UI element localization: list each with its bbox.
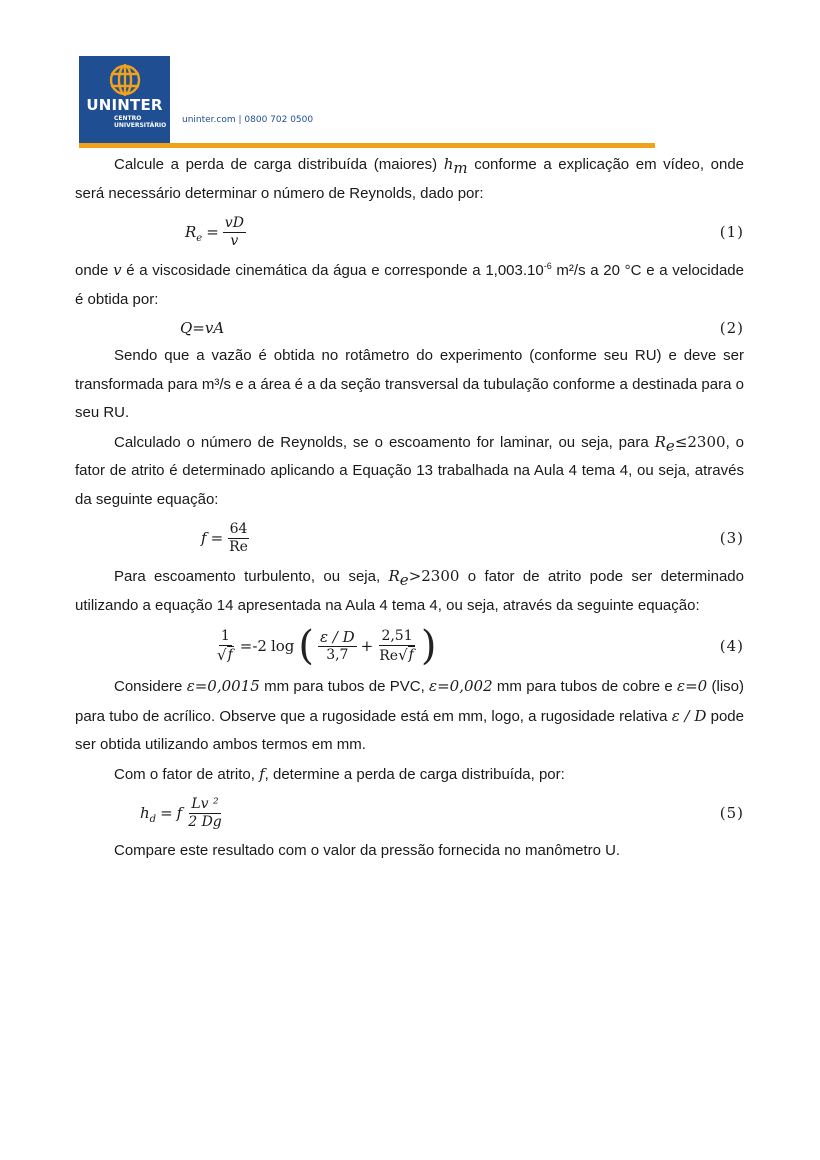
globe-logo-icon (102, 62, 148, 98)
paragraph-3: Sendo que a vazão é obtida no rotâmetro do experimento (conforme seu RU) e deve ser transformada para m³/s e a área é a da seção transversal da tubulação conforme a destinada para o seu RU. (75, 347, 744, 421)
equation-3-label: (3) (719, 528, 744, 547)
paragraph-1: Calcule a perda de carga distribuída (maiores) $h_m$ conforme a explicação em vídeo, onde será necessário determinar o número de Reynolds, dado por: (75, 155, 745, 202)
header-divider (79, 143, 655, 148)
equation-5-label: (5) (719, 803, 744, 822)
paragraph-5: Para escoamento turbulento, ou seja, $R_e>2300$ o fator de atrito pode ser determinado utilizando a equação 14 apresentada na Aula 4 tema 4, ou seja, através da seguinte equação: (75, 567, 744, 614)
equation-5: $h_d$ = f $\frac{\text{Lv ²}}{2 Dg}$ (5) (75, 789, 744, 837)
equation-4-label: (4) (719, 636, 744, 655)
equation-1: $R_e$ = $\frac{vD}{v}$ (1) (75, 208, 744, 256)
logo-subtitle (114, 115, 166, 129)
math-h: h (443, 155, 454, 173)
paragraph-6: Considere ε=0,0015 mm para tubos de PVC, ε=0,002 mm para tubos de cobre e ε=0 (liso) para tubo de acrílico. Observe que a rugosidade está em mm, logo, a rugosidade relativa ε / D pode ser obtida utilizando ambos termos em mm. (75, 677, 744, 753)
equation-1-label: (1) (719, 222, 744, 241)
document-body (75, 150, 744, 866)
paragraph-4: Calculado o número de Reynolds, se o escoamento for laminar, ou seja, para $R_e\le 2300$, o fator de atrito é determinado aplicando a Equação 13 trabalhada na Aula 4 tema 4, ou seja, através da seguinte equação: (75, 432, 744, 508)
equation-2: Q=vA (2) (75, 314, 744, 342)
logo-name: UNINTER (86, 96, 163, 114)
page-header (0, 0, 820, 150)
equation-4: 1 √ f =-2 log ( $\frac{\varepsilon / D}{3,7}$ + 2,51 Re √ f ) (4) (75, 620, 744, 672)
logo-sub-2: UNIVERSITÁRIO (114, 122, 167, 129)
paragraph-7: Com o fator de atrito, f, determine a perda de carga distribuída, por: (114, 764, 565, 783)
uninter-logo (79, 56, 170, 144)
logo-sub-1: CENTRO (114, 115, 142, 122)
equation-3: f = $\frac{64}{Re}$ (3) (75, 514, 744, 562)
equation-2-label: (2) (719, 318, 744, 337)
paragraph-2: onde v é a viscosidade cinemática da água e corresponde a $1,003.10^{-6}$ m²/s a 20 °C e a velocidade é obtida por: (75, 261, 744, 308)
header-contact: uninter.com | 0800 702 0500 (182, 115, 314, 125)
paragraph-8: Compare este resultado com o valor da pressão fornecida no manômetro U. (114, 842, 621, 859)
